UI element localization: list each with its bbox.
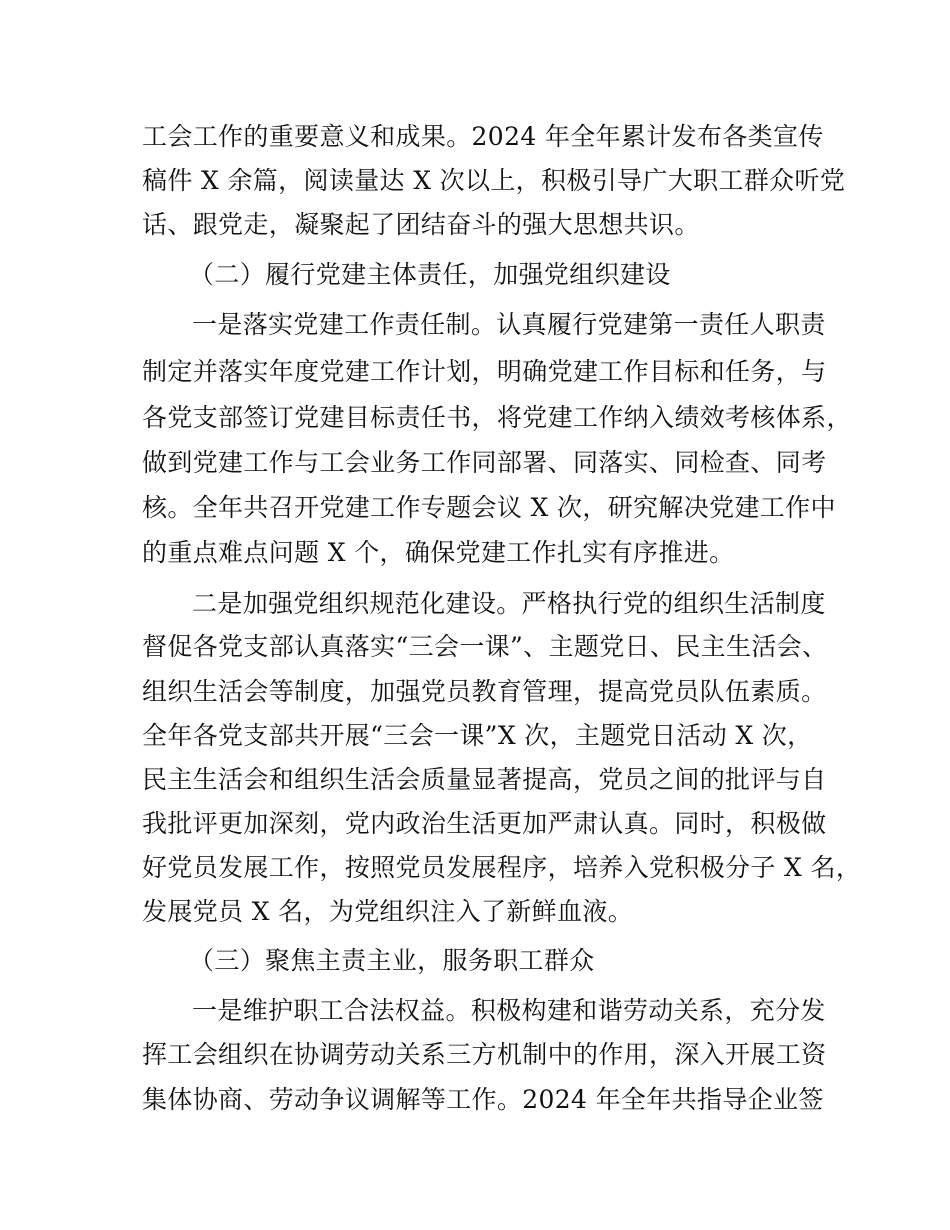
text-line: 发展党员 X 名，为党组织注入了新鲜血液。 <box>142 897 634 926</box>
text-line: 二是加强党组织规范化建设。严格执行党的组织生活制度 <box>192 589 826 618</box>
text-line: 一是落实党建工作责任制。认真履行党建第一责任人职责 <box>192 310 826 339</box>
text-line: 核。全年共召开党建工作专题会议 X 次，研究解决党建工作中 <box>142 493 836 522</box>
text-line: 话、跟党走，凝聚起了团结奋斗的强大思想共识。 <box>142 210 700 239</box>
text-line: 民主生活会和组织生活会质量显著提高，党员之间的批评与自 <box>142 765 827 794</box>
text-line: 组织生活会等制度，加强党员教育管理，提高党员队伍素质。 <box>142 677 827 706</box>
section-heading: （二）履行党建主体责任，加强党组织建设 <box>189 260 671 289</box>
text-line: 挥工会组织在协调劳动关系三方机制中的作用，深入开展工资 <box>142 1040 827 1069</box>
text-line: 各党支部签订党建目标责任书，将党建工作纳入绩效考核体系， <box>142 403 852 432</box>
text-line: 督促各党支部认真落实“三会一课”、主题党日、民主生活会、 <box>142 632 828 661</box>
text-line: 制定并落实年度党建工作计划，明确党建工作目标和任务，与 <box>142 357 827 386</box>
text-line: 工会工作的重要意义和成果。2024 年全年累计发布各类宣传 <box>142 122 824 151</box>
text-line: 稿件 X 余篇，阅读量达 X 次以上，积极引导广大职工群众听党 <box>142 166 846 195</box>
text-line: 好党员发展工作，按照党员发展程序，培养入党积极分子 X 名， <box>142 853 862 882</box>
text-line: 的重点难点问题 X 个，确保党建工作扎实有序推进。 <box>142 538 735 567</box>
text-line: 全年各党支部共开展“三会一课”X 次，主题党日活动 X 次， <box>142 721 813 750</box>
text-line: 我批评更加深刻，党内政治生活更加严肃认真。同时，积极做 <box>142 809 827 838</box>
text-line: 一是维护职工合法权益。积极构建和谐劳动关系，充分发 <box>192 996 826 1025</box>
section-heading: （三）聚焦主责主业，服务职工群众 <box>189 946 595 975</box>
text-line: 做到党建工作与工会业务工作同部署、同落实、同检查、同考 <box>142 448 827 477</box>
text-line: 集体协商、劳动争议调解等工作。2024 年全年共指导企业签 <box>142 1085 824 1114</box>
